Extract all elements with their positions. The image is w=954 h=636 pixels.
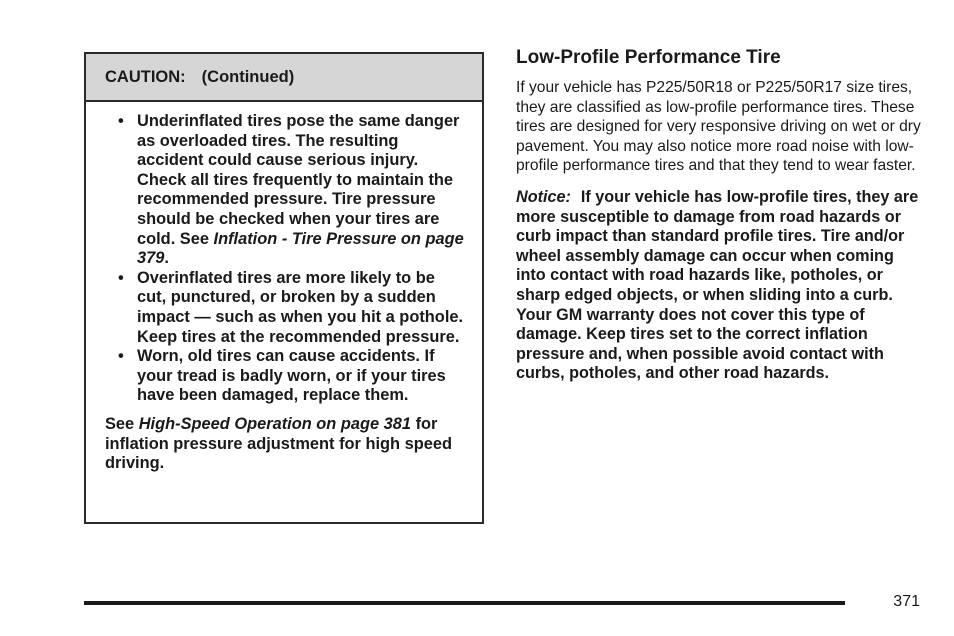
footer-rule [84, 601, 845, 605]
cross-reference-high-speed: High-Speed Operation on page 381 [138, 414, 412, 433]
see-prefix: See [105, 414, 139, 433]
caution-bullet-overinflated [105, 269, 468, 347]
right-column [516, 46, 926, 384]
caution-bullet-list [105, 112, 468, 406]
notice-label: Notice: [516, 187, 571, 206]
bullet-text: Underinflated tires pose the same danger as overloaded tires. The resulting accident could cause serious injury. Check all tires frequently to maintain the recommended pressure. Tire pressure should be checked when your tires are cold. See [137, 112, 460, 248]
bullet-dot-icon: • [118, 112, 124, 130]
bullet-dot-icon: • [118, 347, 124, 366]
notice-text: If your vehicle has low-profile tires, they are more susceptible to damage from road hazards or curb impact than standard profile tires. Tire and/or wheel assembly damage can occur when coming into contact with road hazards like, potholes, or sharp edged objects, or when sliding into a curb. Your GM warranty does not cover this type of damage. Keep tires set to the correct inflation pressure and, when possible avoid contact with curbs, potholes, and other road hazards. [516, 187, 919, 383]
caution-label: CAUTION: [105, 67, 186, 86]
caution-header [86, 54, 482, 102]
caution-continued: (Continued) [201, 67, 295, 86]
caution-box [84, 52, 484, 524]
bullet-text: Overinflated tires are more likely to be cut, punctured, or broken by a sudden impact — such as when you hit a pothole. Keep tires at the recommended pressure. [137, 268, 464, 346]
section-title: Low-Profile Performance Tire [516, 47, 781, 68]
cross-reference-inflation: Inflation - Tire Pressure on page 379 [137, 229, 464, 268]
bullet-text: Worn, old tires can cause accidents. If your tread is badly worn, or if your tires have been damaged, replace them. [137, 347, 446, 405]
caution-body [86, 102, 482, 474]
see-suffix: for inflation pressure adjustment for high speed driving. [105, 414, 452, 473]
caution-see-paragraph [105, 415, 468, 474]
bullet-text-end: . [164, 249, 169, 268]
section-body: If your vehicle has P225/50R18 or P225/50R17 size tires, they are classified as low-profile performance tires. These tires are designed for very responsive driving on wet or dry pavement. You may also notice more road noise with low-profile performance tires and that they tend to wear faster. [516, 79, 921, 175]
caution-bullet-worn [105, 347, 468, 406]
bullet-dot-icon: • [118, 268, 124, 287]
page-number: 371 [893, 593, 920, 610]
caution-bullet-underinflated [105, 112, 468, 269]
notice-paragraph [516, 188, 926, 384]
